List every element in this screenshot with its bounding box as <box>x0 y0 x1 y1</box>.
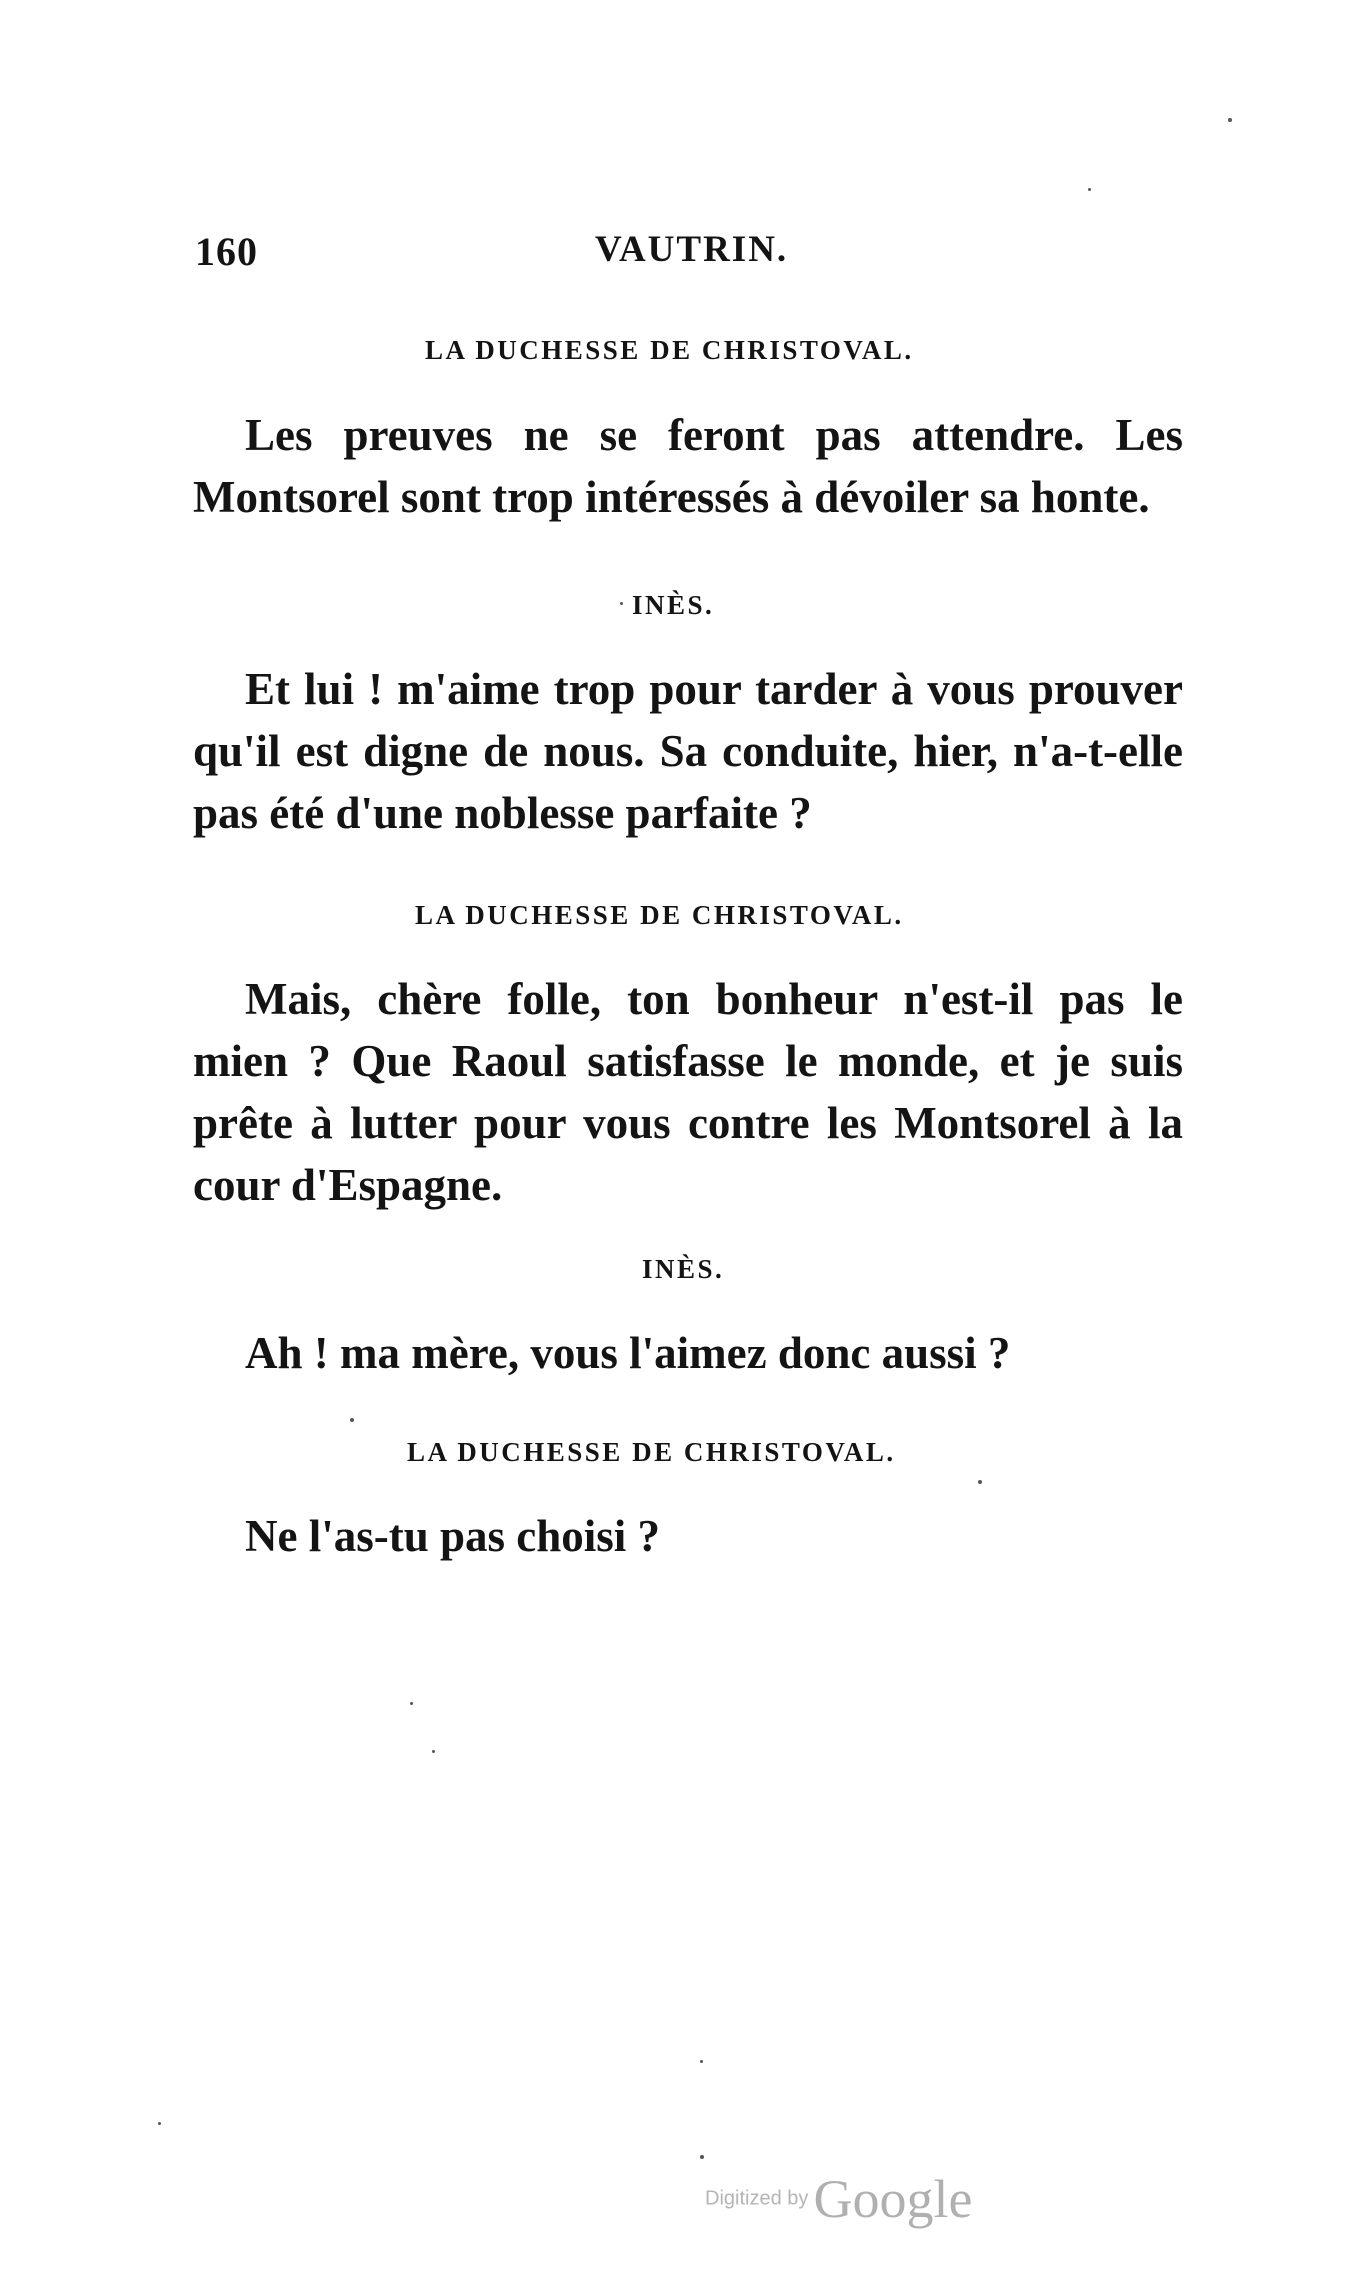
speaker-name: LA DUCHESSE DE CHRISTOVAL. <box>425 335 914 365</box>
digitized-watermark <box>705 2168 972 2230</box>
scan-speck <box>350 1418 354 1422</box>
page-number: 160 <box>195 229 258 274</box>
scan-speck <box>700 2155 704 2159</box>
page-header <box>195 228 1180 288</box>
speech-text: Mais, chère folle, ton bonheur n'est-il pas le mien ? Que Raoul satisfasse le monde, et je suis prête à lutter pour vous contre les Montsorel à la cour d'Espagne. <box>193 974 1183 1210</box>
speech-text: Et lui ! m'aime trop pour tarder à vous prouver qu'il est digne de nous. Sa conduite, hier, n'a-t-elle pas été d'une noblesse parfaite ? <box>193 664 1183 838</box>
speaker-name: LA DUCHESSE DE CHRISTOVAL. <box>415 900 904 930</box>
speaker-name: INÈS. <box>642 1254 725 1284</box>
watermark-brand: Google <box>813 2169 973 2229</box>
speaker-name: INÈS. <box>632 590 715 620</box>
scan-speck <box>700 2060 703 2063</box>
scan-speck <box>432 1750 435 1753</box>
running-title: VAUTRIN. <box>595 229 789 270</box>
scan-speck <box>620 602 623 605</box>
speaker-name: LA DUCHESSE DE CHRISTOVAL. <box>407 1437 896 1467</box>
watermark-prefix: Digitized by <box>705 2187 809 2210</box>
speech-text: Ah ! ma mère, vous l'aimez donc aussi ? <box>245 1328 1011 1378</box>
scan-speck <box>1228 118 1232 122</box>
scan-speck <box>410 1702 413 1705</box>
speech-text: Ne l'as-tu pas choisi ? <box>245 1511 661 1561</box>
speech-text: Les preuves ne se feront pas attendre. Les Montsorel sont trop intéressés à dévoiler sa honte. <box>193 410 1183 522</box>
scan-speck <box>1088 188 1091 191</box>
scan-speck <box>158 2122 161 2125</box>
scan-speck <box>978 1480 982 1484</box>
